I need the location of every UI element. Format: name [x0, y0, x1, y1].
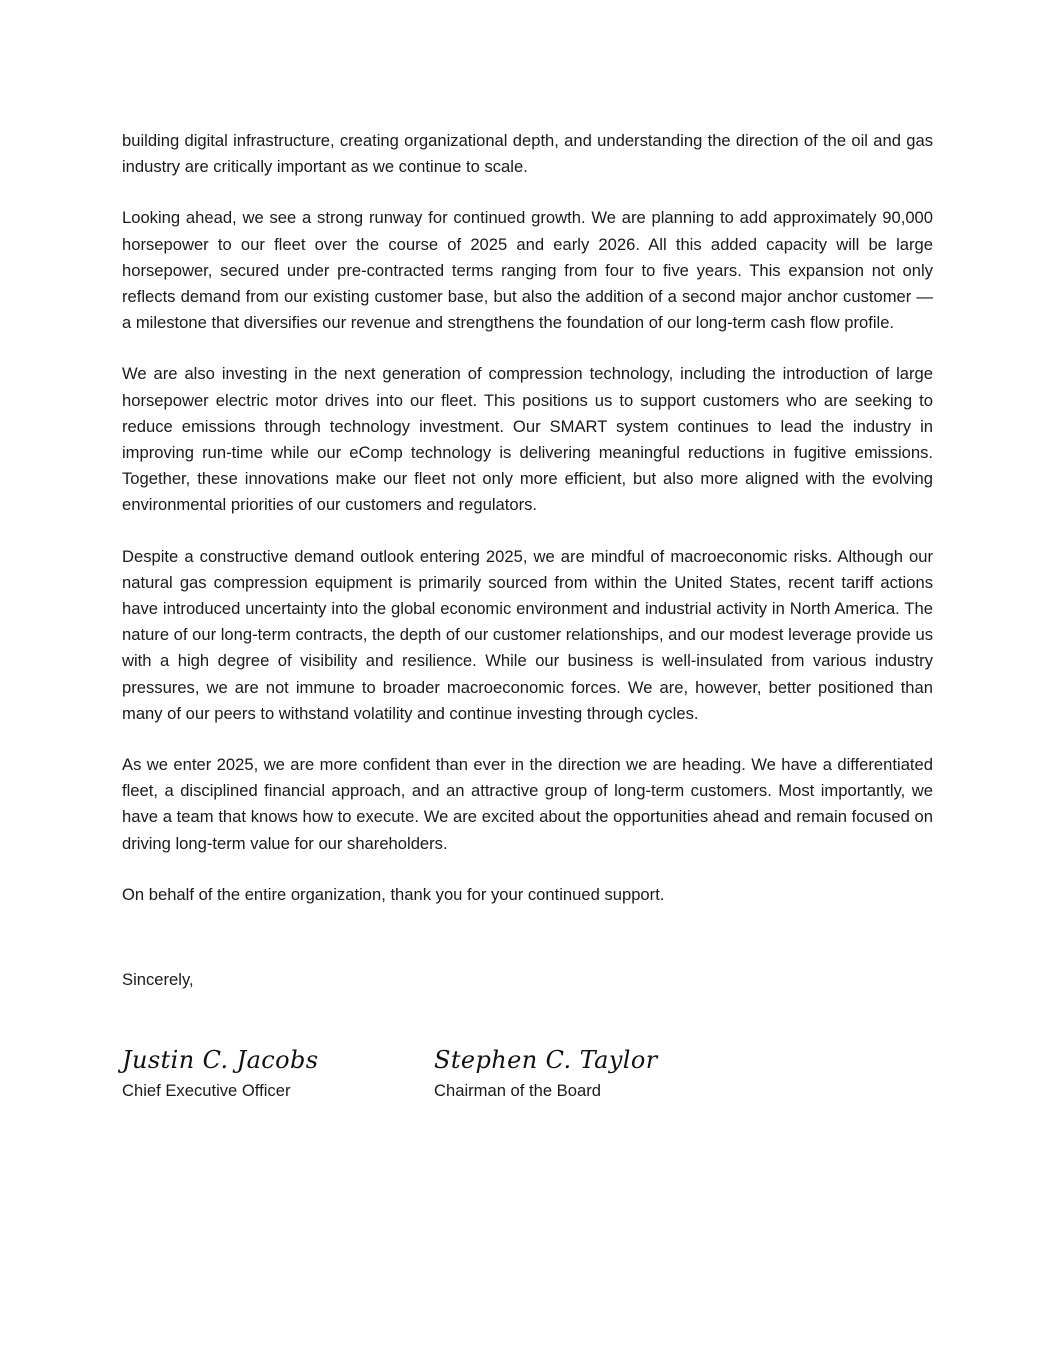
paragraph-growth-outlook: Looking ahead, we see a strong runway for continued growth. We are planning to add approximately 90,000 horsepower to our fleet over the course of 2025 and early 2026. All this added capacity will be large horsepower, secured under pre-contracted terms ranging from four to five years. This expansion not only reflects demand from our existing customer base, but also the addition of a second major anchor customer — a milestone that diversifies our revenue and strengthens the foundation of our long-term cash flow profile. — [122, 208, 933, 333]
signature-block — [122, 1045, 933, 1103]
paragraph-confidence: As we enter 2025, we are more confident than ever in the direction we are heading. We have a differentiated fleet, a disciplined financial approach, and an attractive group of long-term customers. Most importantly, we have a team that knows how to execute. We are excited about the opportunities ahead and remain focused on driving long-term value for our shareholders. — [122, 755, 933, 853]
signature-ceo — [122, 1045, 434, 1103]
signature-chairman-name: Stephen C. Taylor — [434, 1046, 658, 1075]
paragraph-continuation: building digital infrastructure, creating organizational depth, and understanding the direction of the oil and gas industry are critically important as we continue to scale. — [122, 131, 933, 177]
letter-body — [122, 128, 933, 1103]
signature-chairman — [434, 1045, 658, 1103]
signature-spacer — [122, 933, 933, 967]
paragraph-technology: We are also investing in the next generation of compression technology, including the introduction of large horsepower electric motor drives into our fleet. This positions us to support customers who are seeking to reduce emissions through technology investment. Our SMART system continues to lead the industry in improving run-time while our eComp technology is delivering meaningful reductions in fugitive emissions. Together, these innovations make our fleet not only more efficient, but also more aligned with the evolving environmental priorities of our customers and regulators. — [122, 364, 933, 515]
signature-ceo-name: Justin C. Jacobs — [122, 1046, 319, 1075]
sincerely-line: Sincerely, — [122, 970, 194, 990]
signature-chairman-title: Chairman of the Board — [434, 1081, 601, 1101]
paragraph-macroeconomic-risks: Despite a constructive demand outlook entering 2025, we are mindful of macroeconomic risks. Although our natural gas compression equipment is primarily sourced from within the United States, recent tariff actions have introduced uncertainty into the global economic environment and industrial activity in North America. The nature of our long-term contracts, the depth of our customer relationships, and our modest leverage provide us with a high degree of visibility and resilience. While our business is well-insulated from various industry pressures, we are not immune to broader macroeconomic forces. We are, however, better positioned than many of our peers to withstand volatility and continue investing through cycles. — [122, 546, 933, 723]
signature-ceo-title: Chief Executive Officer — [122, 1081, 291, 1101]
paragraph-thank-you: On behalf of the entire organization, thank you for your continued support. — [122, 884, 665, 904]
